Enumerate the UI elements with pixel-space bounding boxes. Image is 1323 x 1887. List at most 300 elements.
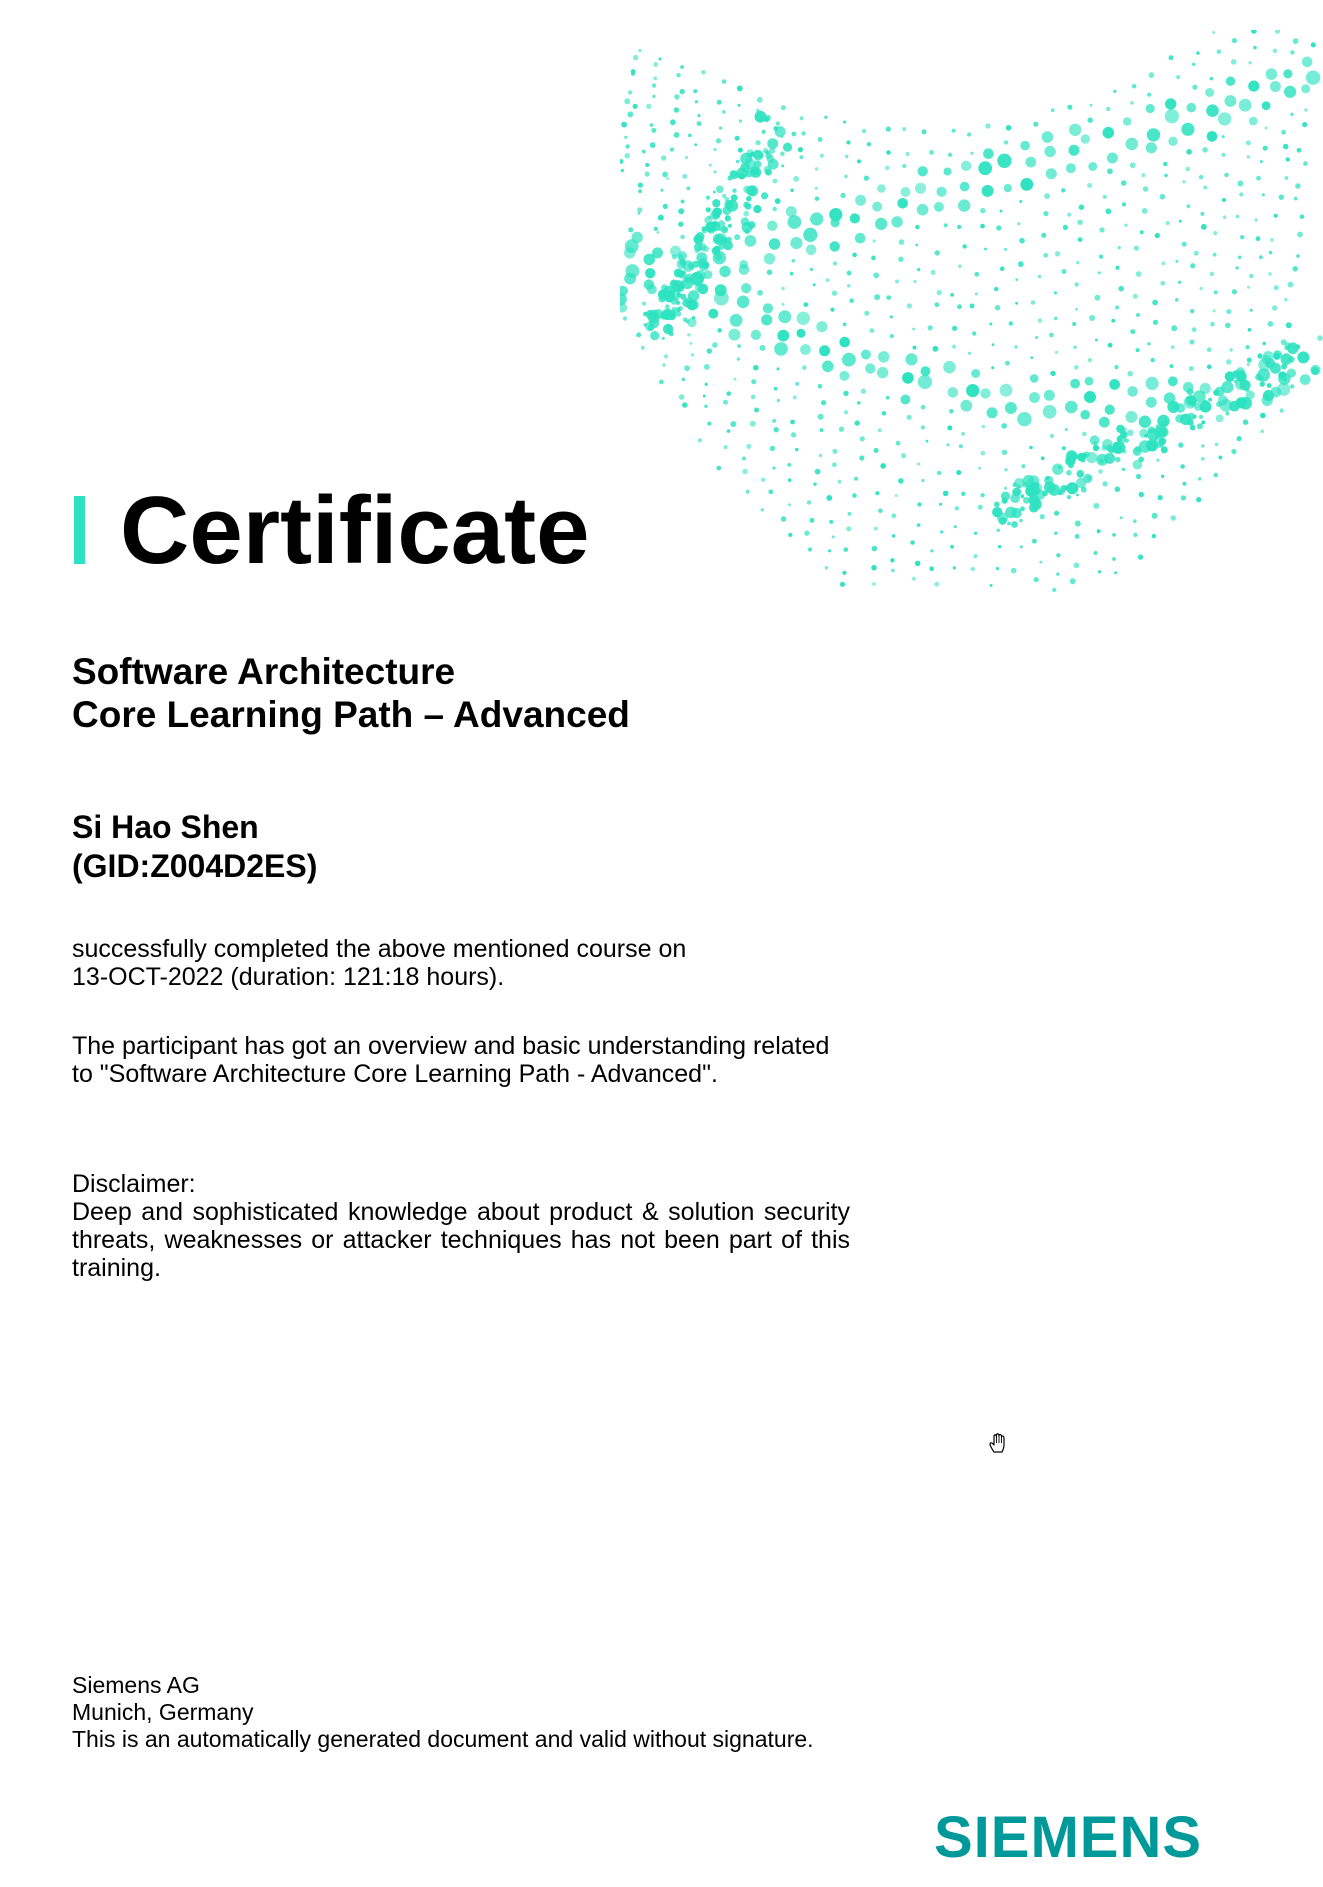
decoration-dot bbox=[830, 241, 840, 251]
decoration-dot bbox=[981, 451, 986, 456]
decoration-dot bbox=[1231, 59, 1237, 65]
decoration-dot bbox=[1066, 470, 1072, 476]
decoration-dot bbox=[1187, 103, 1197, 113]
decoration-dot bbox=[674, 94, 679, 99]
decoration-dot bbox=[663, 204, 668, 209]
decoration-dot bbox=[1056, 573, 1059, 576]
decoration-dot bbox=[1161, 281, 1166, 286]
decoration-dot bbox=[774, 342, 788, 356]
decoration-dot bbox=[1214, 290, 1218, 294]
decoration-dot bbox=[1133, 294, 1138, 299]
decoration-dot bbox=[1152, 513, 1158, 519]
decoration-dot bbox=[724, 200, 733, 209]
decoration-dot bbox=[826, 495, 832, 501]
decoration-dot bbox=[1030, 374, 1039, 383]
decoration-dot bbox=[1301, 84, 1310, 93]
decoration-dot bbox=[1044, 476, 1053, 485]
decoration-dot bbox=[677, 259, 687, 269]
decoration-dot bbox=[1038, 318, 1043, 323]
decoration-dot bbox=[912, 577, 916, 581]
decoration-dot bbox=[672, 254, 677, 259]
decoration-dot bbox=[1146, 104, 1155, 113]
decoration-dot bbox=[878, 509, 883, 514]
decoration-dot bbox=[1107, 153, 1118, 164]
decoration-dot bbox=[778, 310, 791, 323]
decoration-dot bbox=[1293, 266, 1298, 271]
decoration-dot bbox=[850, 213, 860, 223]
decoration-dot bbox=[875, 218, 887, 230]
certificate-title: Certificate bbox=[120, 477, 590, 584]
decoration-dot bbox=[620, 303, 627, 313]
decoration-dot bbox=[764, 166, 772, 174]
decoration-dot bbox=[1038, 275, 1042, 279]
decoration-dot bbox=[1297, 148, 1302, 153]
decoration-dot bbox=[1288, 356, 1295, 363]
decoration-dot bbox=[928, 325, 933, 330]
decoration-dot bbox=[1077, 220, 1082, 225]
decoration-dot bbox=[1196, 497, 1201, 502]
decoration-dot bbox=[1247, 362, 1251, 366]
decoration-dot bbox=[830, 308, 834, 312]
decoration-dot bbox=[708, 309, 718, 319]
decoration-dot bbox=[765, 152, 772, 159]
decoration-dot bbox=[800, 116, 804, 120]
decoration-dot bbox=[956, 470, 961, 475]
decoration-dot bbox=[886, 295, 891, 300]
decoration-dot bbox=[882, 411, 886, 415]
decoration-dot bbox=[797, 329, 806, 338]
decoration-dot bbox=[902, 164, 906, 168]
decoration-dot bbox=[875, 491, 879, 495]
decoration-dot bbox=[1236, 266, 1239, 269]
decoration-dot bbox=[1115, 457, 1121, 463]
decoration-dot bbox=[929, 566, 934, 571]
decoration-dot bbox=[1113, 90, 1116, 93]
decoration-dot bbox=[860, 436, 865, 441]
decoration-dot bbox=[895, 494, 898, 497]
decoration-dot bbox=[706, 207, 711, 212]
decoration-dot bbox=[624, 247, 636, 259]
decoration-dot bbox=[921, 366, 931, 376]
decoration-dot bbox=[921, 479, 924, 482]
decoration-dot bbox=[953, 566, 956, 569]
decoration-dot bbox=[1197, 423, 1203, 429]
decoration-dot bbox=[683, 317, 688, 322]
decoration-dot bbox=[1099, 417, 1110, 428]
decoration-dot bbox=[682, 174, 687, 179]
decoration-dot bbox=[662, 337, 665, 340]
decoration-dot bbox=[1225, 371, 1235, 381]
decoration-dot bbox=[980, 224, 985, 229]
decoration-dot bbox=[1288, 282, 1294, 288]
decoration-dot bbox=[1055, 351, 1058, 354]
decoration-dot bbox=[790, 272, 794, 276]
decoration-dot bbox=[746, 196, 751, 201]
decoration-dot bbox=[1178, 442, 1183, 447]
decoration-dot bbox=[650, 142, 656, 148]
decoration-dot bbox=[1017, 412, 1031, 426]
decoration-dot bbox=[1286, 157, 1290, 161]
decoration-dot bbox=[1270, 387, 1281, 398]
decoration-dot bbox=[731, 194, 738, 201]
decoration-dot bbox=[1004, 487, 1007, 490]
decoration-dot bbox=[1161, 475, 1164, 478]
decoration-dot bbox=[1112, 557, 1116, 561]
decoration-dot bbox=[1012, 488, 1021, 497]
decoration-dot bbox=[1274, 285, 1279, 290]
decoration-dot bbox=[734, 378, 737, 381]
decoration-dot bbox=[958, 199, 970, 211]
decoration-dot bbox=[774, 387, 778, 391]
decoration-dot bbox=[687, 333, 690, 336]
decoration-dot bbox=[891, 569, 895, 573]
decoration-dot bbox=[1155, 233, 1160, 238]
decoration-dot bbox=[1229, 348, 1233, 352]
decoration-dot bbox=[1190, 425, 1196, 431]
decoration-dot bbox=[801, 131, 805, 135]
decoration-dot bbox=[1248, 328, 1252, 332]
decoration-dot bbox=[1269, 251, 1273, 255]
decoration-dot bbox=[782, 303, 785, 306]
decoration-dot bbox=[813, 283, 816, 286]
decoration-dot bbox=[765, 115, 771, 121]
decoration-dot bbox=[1198, 477, 1201, 480]
decoration-dot bbox=[648, 324, 655, 331]
decoration-dot bbox=[1205, 88, 1214, 97]
decoration-dot bbox=[1199, 175, 1203, 179]
decoration-dot bbox=[1212, 31, 1215, 34]
decoration-dot bbox=[874, 294, 880, 300]
decoration-dot bbox=[1254, 218, 1257, 221]
decoration-dot bbox=[895, 280, 899, 284]
decoration-dot bbox=[960, 182, 970, 192]
decoration-dot bbox=[974, 272, 979, 277]
decoration-dot bbox=[1018, 261, 1024, 267]
decoration-dot bbox=[873, 272, 879, 278]
decoration-dot bbox=[1127, 430, 1134, 437]
decoration-dot bbox=[1040, 514, 1045, 519]
decoration-dot bbox=[1152, 300, 1158, 306]
decoration-dot bbox=[1046, 168, 1057, 179]
decoration-dot bbox=[872, 202, 882, 212]
decoration-dot bbox=[1283, 144, 1289, 150]
decoration-dot bbox=[787, 463, 791, 467]
decoration-dot bbox=[1116, 266, 1120, 270]
decoration-dot bbox=[1042, 131, 1054, 143]
decoration-dot bbox=[1099, 227, 1104, 232]
decoration-dot bbox=[917, 204, 929, 216]
decoration-dot bbox=[1259, 255, 1263, 259]
decoration-dot bbox=[1189, 339, 1194, 344]
decoration-dot bbox=[1133, 460, 1143, 470]
siemens-logo: SIEMENS bbox=[934, 1805, 1203, 1870]
decoration-dot bbox=[902, 127, 906, 131]
decoration-dot bbox=[659, 58, 662, 61]
decoration-dot bbox=[917, 463, 920, 466]
decoration-dot bbox=[1090, 435, 1100, 445]
decoration-dot bbox=[1130, 101, 1134, 105]
decoration-dot bbox=[1004, 468, 1007, 471]
decoration-dot bbox=[679, 273, 685, 279]
decoration-dot bbox=[845, 155, 849, 159]
decoration-dot bbox=[1031, 300, 1036, 305]
decoration-dot bbox=[1106, 208, 1112, 214]
decoration-dot bbox=[745, 158, 756, 169]
decoration-dot bbox=[1000, 384, 1013, 397]
decoration-dot bbox=[1232, 289, 1237, 294]
decoration-dot bbox=[704, 364, 710, 370]
decoration-dot bbox=[847, 284, 851, 288]
decoration-dot bbox=[885, 166, 890, 171]
decoration-dot bbox=[1293, 38, 1299, 44]
decoration-dot bbox=[1216, 415, 1224, 423]
decoration-dot bbox=[1311, 42, 1316, 47]
decoration-dot bbox=[652, 95, 655, 98]
decoration-dot bbox=[633, 55, 638, 60]
decoration-dot bbox=[1213, 309, 1216, 312]
decoration-dot bbox=[864, 176, 869, 181]
decoration-dot bbox=[1210, 77, 1214, 81]
decoration-dot bbox=[1218, 112, 1231, 125]
decoration-dot bbox=[1175, 298, 1179, 302]
decoration-dot bbox=[1088, 358, 1092, 362]
decoration-dot bbox=[753, 150, 763, 160]
decoration-dot bbox=[987, 407, 998, 418]
decoration-dot bbox=[1138, 554, 1143, 559]
decoration-dot bbox=[1146, 377, 1159, 390]
decoration-dot bbox=[915, 183, 926, 194]
decoration-dot bbox=[1052, 464, 1063, 475]
decoration-dot bbox=[797, 312, 810, 325]
decoration-dot bbox=[793, 395, 797, 399]
decoration-dot bbox=[1215, 387, 1225, 397]
decoration-dot bbox=[1207, 365, 1212, 370]
decoration-dot bbox=[739, 119, 742, 122]
decoration-dot bbox=[705, 383, 708, 386]
decoration-dot bbox=[667, 329, 672, 334]
decoration-dot bbox=[1267, 383, 1272, 388]
decoration-dot bbox=[1194, 251, 1199, 256]
decoration-dot bbox=[1000, 210, 1003, 213]
decoration-dot bbox=[1098, 469, 1103, 474]
decoration-dot bbox=[1139, 429, 1148, 438]
decoration-dot bbox=[1304, 108, 1307, 111]
decoration-dot bbox=[1231, 449, 1236, 454]
decoration-dot bbox=[1226, 77, 1235, 86]
decoration-dot bbox=[1044, 146, 1055, 157]
decoration-dot bbox=[680, 65, 684, 69]
decoration-dot bbox=[1105, 405, 1115, 415]
issuer-footer bbox=[72, 1672, 814, 1753]
decoration-dot bbox=[746, 444, 751, 449]
decoration-dot bbox=[808, 547, 812, 551]
decoration-dot bbox=[730, 171, 738, 179]
decoration-dot bbox=[755, 140, 760, 145]
decoration-dot bbox=[1114, 365, 1118, 369]
decoration-dot bbox=[735, 136, 740, 141]
decoration-dot bbox=[777, 330, 789, 342]
decoration-dot bbox=[678, 208, 684, 214]
decoration-dot bbox=[848, 512, 852, 516]
decoration-dot bbox=[984, 248, 987, 251]
decoration-dot bbox=[1099, 255, 1103, 259]
decoration-dot bbox=[1004, 248, 1007, 251]
overview-statement bbox=[72, 1032, 872, 1088]
decoration-dot bbox=[1011, 568, 1017, 574]
decoration-dot bbox=[1065, 428, 1068, 431]
decoration-dot bbox=[781, 516, 787, 522]
decoration-dot bbox=[767, 138, 778, 149]
decoration-dot bbox=[1162, 261, 1166, 265]
decoration-dot bbox=[1180, 464, 1185, 469]
decoration-dot bbox=[1081, 487, 1087, 493]
decoration-dot bbox=[873, 239, 876, 242]
decoration-dot bbox=[1074, 562, 1080, 568]
decoration-dot bbox=[687, 318, 696, 327]
decoration-dot bbox=[852, 253, 857, 258]
decoration-dot bbox=[1265, 358, 1275, 368]
decoration-dot bbox=[1035, 336, 1038, 339]
decoration-dot bbox=[815, 167, 819, 171]
decoration-dot bbox=[678, 222, 683, 227]
decoration-dot bbox=[849, 298, 854, 303]
decoration-dot bbox=[670, 297, 678, 305]
decoration-dot bbox=[1200, 212, 1204, 216]
decoration-dot bbox=[755, 111, 767, 123]
decoration-dot bbox=[792, 259, 796, 263]
decoration-dot bbox=[854, 477, 858, 481]
decoration-dot bbox=[931, 270, 936, 275]
decoration-dot bbox=[891, 513, 896, 518]
decoration-dot bbox=[621, 122, 627, 128]
decoration-dot bbox=[1181, 123, 1194, 136]
decoration-dot bbox=[728, 329, 740, 341]
decoration-dot bbox=[1041, 456, 1045, 460]
decoration-dot bbox=[1240, 235, 1244, 239]
decoration-dot bbox=[1246, 140, 1251, 145]
decoration-dot bbox=[843, 121, 846, 124]
decoration-dot bbox=[966, 384, 979, 397]
decoration-dot bbox=[901, 453, 906, 458]
decoration-dot bbox=[1025, 485, 1037, 497]
decoration-dot bbox=[712, 342, 718, 348]
decoration-dot bbox=[1296, 254, 1300, 258]
decoration-dot bbox=[819, 345, 830, 356]
course-title-line-1: Software Architecture bbox=[72, 651, 456, 692]
decoration-dot bbox=[661, 189, 664, 192]
decoration-dot bbox=[732, 189, 736, 193]
decoration-dot bbox=[902, 372, 914, 384]
decoration-dot bbox=[1073, 346, 1076, 349]
decoration-dot bbox=[1152, 534, 1156, 538]
decoration-dot bbox=[869, 328, 874, 333]
decoration-dot bbox=[1011, 521, 1018, 528]
decoration-dot bbox=[1125, 411, 1137, 423]
decoration-dot bbox=[970, 304, 975, 309]
decoration-dot bbox=[745, 229, 750, 234]
decoration-dot bbox=[665, 304, 669, 308]
decoration-dot bbox=[803, 302, 808, 307]
decoration-dot bbox=[627, 111, 633, 117]
decoration-dot bbox=[937, 187, 947, 197]
decoration-dot bbox=[897, 198, 908, 209]
decoration-dot bbox=[638, 189, 642, 193]
decoration-dot bbox=[948, 387, 959, 398]
decoration-dot bbox=[1051, 108, 1055, 112]
decoration-dot bbox=[767, 270, 773, 276]
decoration-dot bbox=[905, 353, 917, 365]
decoration-dot bbox=[1290, 113, 1293, 116]
decoration-dot bbox=[874, 448, 879, 453]
decoration-dot bbox=[646, 310, 655, 319]
decoration-dot bbox=[1142, 173, 1146, 177]
decoration-dot bbox=[815, 197, 819, 201]
decoration-dot bbox=[1250, 309, 1253, 312]
decoration-dot bbox=[693, 89, 697, 93]
decoration-dot bbox=[820, 154, 824, 158]
decoration-dot bbox=[1256, 176, 1261, 181]
decoration-dot bbox=[661, 284, 668, 291]
decoration-dot bbox=[686, 187, 690, 191]
decoration-dot bbox=[1133, 533, 1137, 537]
decoration-dot bbox=[698, 114, 701, 117]
decoration-dot bbox=[1109, 379, 1120, 390]
decoration-dot bbox=[1285, 176, 1289, 180]
decoration-dot bbox=[915, 225, 919, 229]
decoration-dot bbox=[1015, 278, 1018, 281]
decoration-dot bbox=[684, 365, 690, 371]
decoration-dot bbox=[1088, 162, 1097, 171]
decoration-dot bbox=[657, 231, 660, 234]
decoration-dot bbox=[1213, 231, 1217, 235]
decoration-dot bbox=[1079, 204, 1085, 210]
decoration-dot bbox=[791, 432, 796, 437]
decoration-dot bbox=[1232, 38, 1237, 43]
decoration-dot bbox=[1275, 30, 1280, 34]
decoration-dot bbox=[995, 305, 1000, 310]
decoration-dot bbox=[650, 331, 659, 340]
decoration-dot bbox=[645, 171, 650, 176]
decoration-dot bbox=[1161, 420, 1167, 426]
decoration-dot bbox=[717, 328, 722, 333]
decoration-dot bbox=[1085, 377, 1094, 386]
decoration-dot bbox=[971, 567, 975, 571]
decoration-dot bbox=[992, 343, 995, 346]
decoration-dot bbox=[713, 191, 716, 194]
decoration-dot bbox=[1183, 482, 1187, 486]
decoration-dot bbox=[1115, 305, 1119, 309]
decoration-dot bbox=[1284, 346, 1289, 351]
decoration-dot bbox=[1149, 72, 1155, 78]
decoration-dot bbox=[900, 395, 910, 405]
decoration-dot bbox=[998, 545, 1001, 548]
decoration-dot bbox=[1041, 233, 1046, 238]
decoration-dot bbox=[832, 535, 835, 538]
decoration-dot bbox=[666, 177, 669, 180]
decoration-dot bbox=[795, 382, 799, 386]
decoration-dot bbox=[1300, 374, 1311, 385]
decoration-dot bbox=[934, 582, 939, 587]
decoration-dot bbox=[1067, 495, 1071, 499]
decoration-dot bbox=[780, 151, 785, 156]
decoration-dot bbox=[1043, 253, 1048, 258]
decoration-dot bbox=[1284, 86, 1296, 98]
decoration-dot bbox=[1238, 256, 1242, 260]
decoration-dot bbox=[1089, 315, 1095, 321]
decoration-dot bbox=[662, 363, 666, 367]
decoration-dot bbox=[1029, 446, 1033, 450]
decoration-dot bbox=[857, 159, 861, 163]
